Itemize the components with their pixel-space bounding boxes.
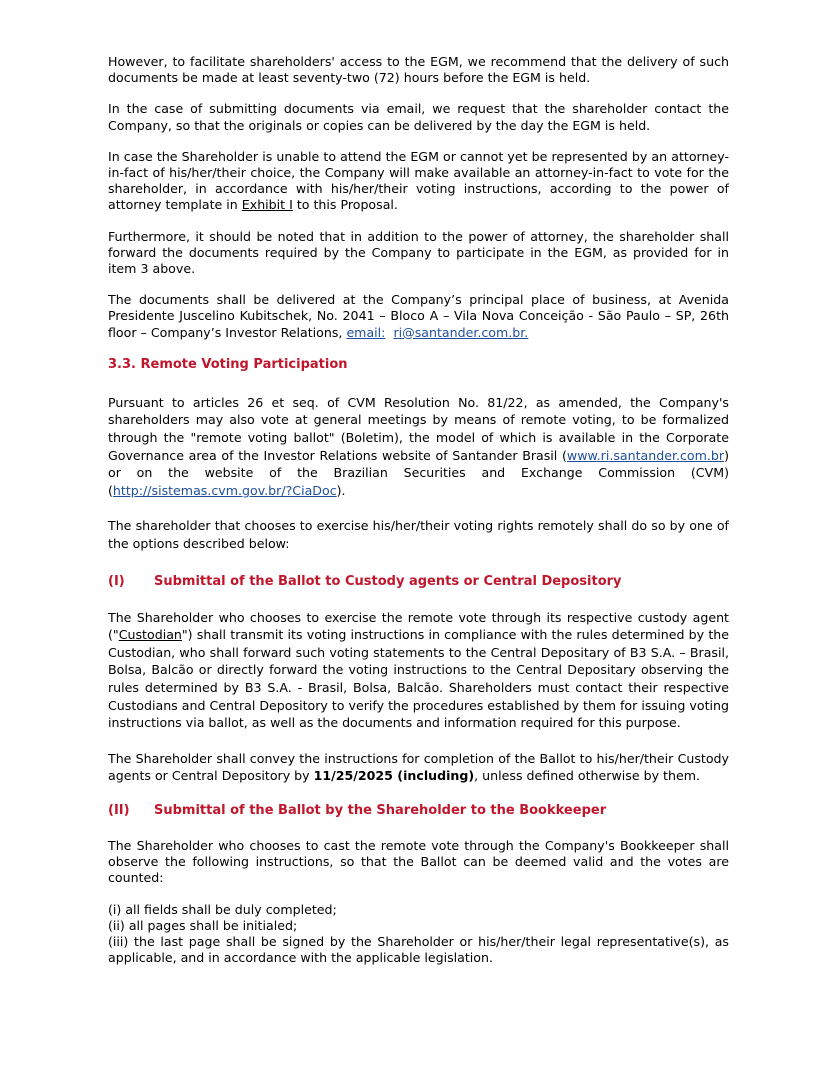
cvm-link[interactable]: http://sistemas.cvm.gov.br/?CiaDoc: [112, 482, 337, 498]
option-2-number: (II): [108, 802, 130, 818]
exhibit-reference: Exhibit I: [241, 197, 293, 213]
section-heading-3-3: 3.3. Remote Voting Participation: [108, 356, 348, 372]
email-link[interactable]: ri@santander.com.br.: [393, 324, 529, 340]
section-heading-option-1: [108, 573, 729, 591]
document-page: [108, 54, 729, 966]
option-1-title: Submittal of the Ballot to Custody agents or Central Depository: [154, 573, 622, 589]
paragraph-custodian: The Shareholder who chooses to exercise the remote vote through its respective custody agent ("Custodian") shall transmit its voting instructions in compliance with the rules determined by the Custodian, who shall forward such voting statements to the Central Depositary of B3 S.A. – Brasil, Bolsa, Balcão or directly forward the voting instructions to the Central Depositary observing the rules determined by B3 S.A. - Brasil, Bolsa, Balcão. Shareholders must contact their respective Custodians and Central Depository to verify the procedures established by them for issuing voting instructions via ballot, as well as the documents and information required for this purpose.: [108, 609, 729, 731]
santander-ri-link[interactable]: www.ri.santander.com.br: [566, 447, 725, 463]
paragraph-egm-delivery: However, to facilitate shareholders' access to the EGM, we recommend that the delivery of such documents be made at least seventy-two (72) hours before the EGM is held.: [108, 54, 729, 86]
list-item: (ii) all pages shall be initialed;: [108, 917, 298, 933]
deadline-date: 11/25/2025 (including): [313, 768, 475, 784]
paragraph-email-submission: In the case of submitting documents via email, we request that the shareholder contact the Company, so that the originals or copies can be delivered by the day the EGM is held.: [108, 101, 729, 133]
paragraph-remote-voting: Pursuant to articles 26 et seq. of CVM Resolution No. 81/22, as amended, the Company's shareholders may also vote at general meetings by means of remote voting, to be formalized through the "remote voting ballot" (Boletim), the model of which is available in the Corporate Governance area of the Investor Relations website of Santander Brasil (www.ri.santander.com.br) or on the website of the Brazilian Securities and Exchange Commission (CVM) (http://sistemas.cvm.gov.br/?CiaDoc).: [108, 394, 729, 498]
custodian-term: Custodian: [118, 627, 182, 643]
paragraph-custody-deadline: The Shareholder shall convey the instructions for completion of the Ballot to his/her/their Custody agents or Central Depository by 11/25/2025 (including), unless defined otherwise by them.: [108, 750, 729, 784]
instructions-list: [108, 902, 729, 967]
option-2-title: Submittal of the Ballot by the Shareholder to the Bookkeeper: [154, 802, 607, 818]
paragraph-attorney-in-fact: In case the Shareholder is unable to attend the EGM or cannot yet be represented by an attorney-in-fact of his/her/their choice, the Company will make available an attorney-in-fact to vote for the shareholder, in accordance with his/her/their voting instructions, according to the power of attorney template in Exhibit I to this Proposal.: [108, 148, 729, 213]
list-item: (iii) the last page shall be signed by the Shareholder or his/her/their legal representative(s), as applicable, and in accordance with the applicable legislation.: [108, 933, 729, 966]
option-1-number: (I): [108, 573, 125, 589]
paragraph-bookkeeper: The Shareholder who chooses to cast the remote vote through the Company's Bookkeeper shall observe the following instructions, so that the Ballot can be deemed valid and the votes are counted:: [108, 837, 729, 886]
email-label-link[interactable]: email:: [346, 324, 386, 340]
paragraph-delivery-address: The documents shall be delivered at the Company’s principal place of business, at Avenida Presidente Juscelino Kubitschek, No. 2041 – Bloco A – Vila Nova Conceição - São Paulo – SP, 26th floor – Company’s Investor Relations, email: ri@santander.com.br.: [108, 292, 729, 340]
list-item: (i) all fields shall be duly completed;: [108, 901, 337, 917]
section-heading-option-2: [108, 802, 729, 820]
paragraph-documents-required: Furthermore, it should be noted that in addition to the power of attorney, the shareholder shall forward the documents required by the Company to participate in the EGM, as provided for in item 3 above.: [108, 228, 729, 277]
paragraph-options-intro: The shareholder that chooses to exercise his/her/their voting rights remotely shall do so by one of the options described below:: [108, 518, 729, 551]
